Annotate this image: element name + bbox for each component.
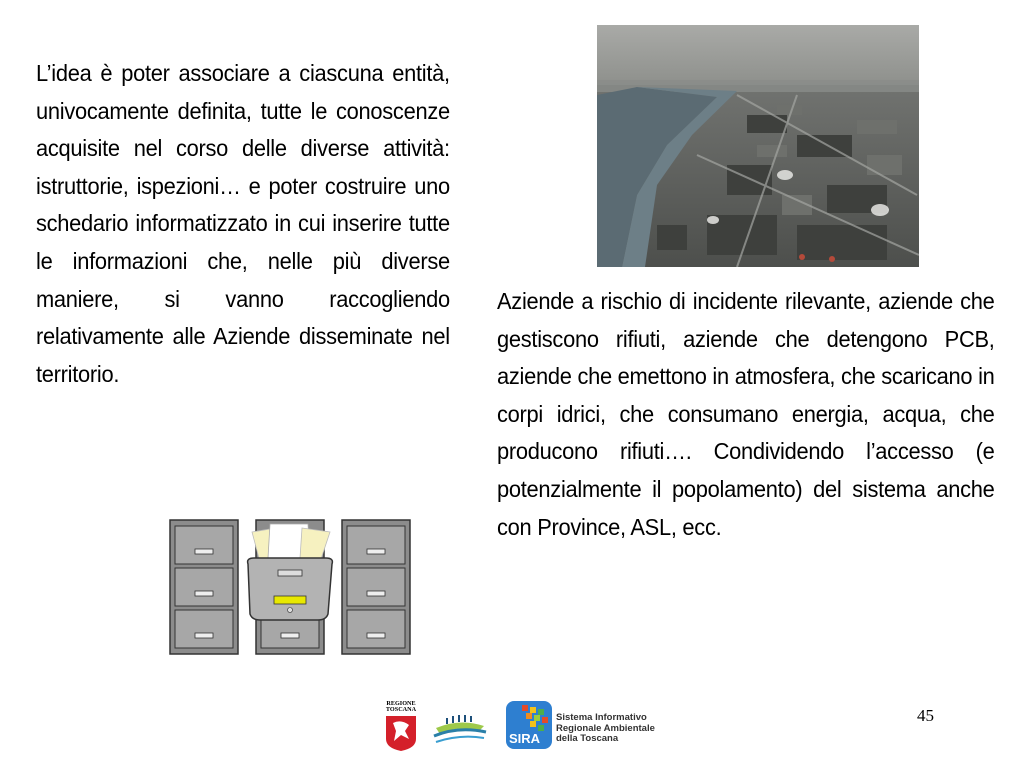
svg-text:SIRA: SIRA bbox=[509, 731, 541, 746]
sira-caption-line-2: Regionale Ambientale bbox=[556, 722, 655, 734]
sira-caption-line-3: della Toscana bbox=[556, 733, 619, 744]
svg-text:TOSCANA: TOSCANA bbox=[385, 706, 417, 713]
right-paragraph: Aziende a rischio di incidente rilevante, aziende che gestiscono rifiuti, aziende che detengono PCB, aziende che emettono in atmosfera, che scaricano in corpi idrici, che consumano energia, acqua, che producono rifiuti…. Condividendo l’accesso (e potenzialmente il popolamento) del sistema anche con Province, ASL, ecc. bbox=[497, 288, 995, 540]
industrial-aerial-photo bbox=[597, 25, 919, 267]
sira-logo bbox=[504, 699, 554, 751]
svg-text:REGIONE: REGIONE bbox=[386, 700, 416, 707]
left-paragraph: L’idea è poter associare a ciascuna entità, univocamente definita, tutte le conoscenze acquisite nel corso delle diverse attività: istruttorie, ispezioni… e poter costruire uno schedario informatizzato in cui inserire tutte le informazioni che, nelle più diverse maniere, si vanno raccogliendo relativamente alle Aziende disseminate nel territorio. bbox=[36, 60, 450, 387]
boat-logo bbox=[430, 706, 490, 748]
sira-caption bbox=[556, 713, 655, 745]
sira-caption-line-1: Sistema Informativo bbox=[556, 712, 647, 723]
regione-toscana-logo bbox=[381, 699, 421, 751]
filing-cabinets-icon bbox=[168, 518, 413, 658]
page-number: 45 bbox=[917, 706, 934, 725]
